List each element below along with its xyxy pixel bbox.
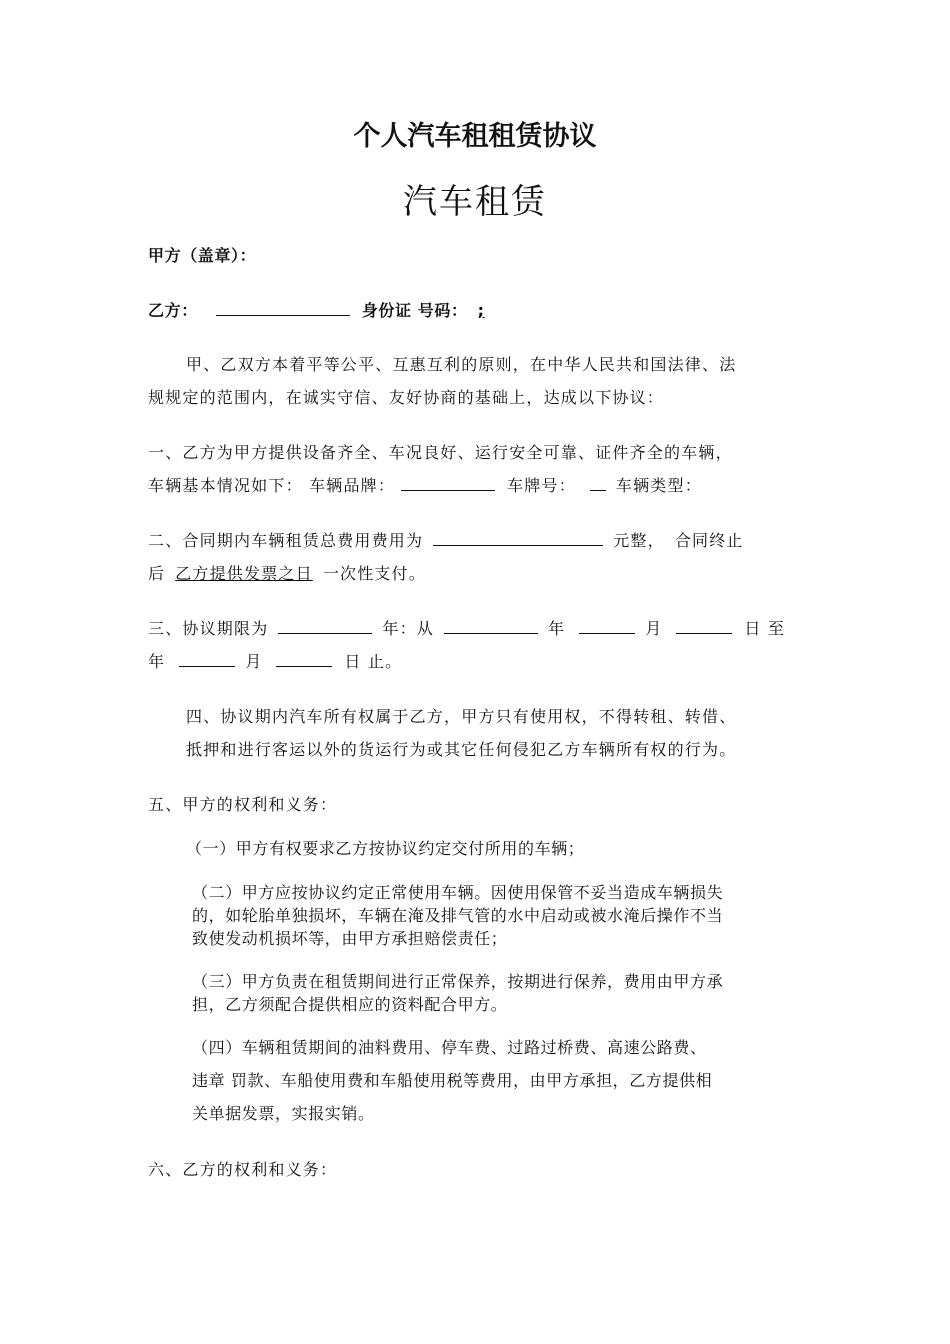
to-label: 日 至	[744, 619, 786, 638]
party-b-label: 乙方：	[148, 301, 198, 320]
preamble-line-1: 甲、乙双方本着平等公平、互惠互利的原则，在中华人民共和国法律、法	[186, 355, 737, 374]
brand-label: 车辆基本情况如下： 车辆品牌：	[148, 476, 396, 495]
clause4-line-1: 四、协议期内汽车所有权属于乙方，甲方只有使用权，不得转租、转借、	[186, 707, 737, 726]
party-b-name-blank	[216, 314, 350, 316]
clause3-line-2	[148, 649, 402, 672]
end-month-label: 月	[245, 652, 263, 671]
preamble-line-2: 规规定的范围内，在诚实守信、友好协商的基础上，达成以下协议：	[148, 388, 665, 407]
start-year-blank	[444, 632, 538, 634]
party-b-line	[148, 298, 485, 321]
type-label: 车辆类型：	[615, 476, 702, 495]
brand-blank	[401, 489, 495, 491]
from-label: 年：从	[382, 619, 435, 638]
start-day-blank	[676, 632, 732, 634]
term-label: 三、协议期限为	[148, 619, 269, 638]
party-b-id-value: ;	[477, 301, 485, 320]
document-subtitle: 汽车租赁	[403, 182, 547, 222]
clause5-item-2-line-3: 致使发动机损坏等，由甲方承担赔偿责任；	[192, 929, 508, 948]
start-month-blank	[579, 632, 635, 634]
end-month-blank	[179, 665, 235, 667]
clause5-heading: 五、甲方的权利和义务：	[148, 795, 338, 814]
clause2-line-2	[148, 561, 426, 584]
plate-blank	[590, 489, 606, 491]
clause1-line-2	[148, 473, 702, 496]
clause5-item-1: （一）甲方有权要求乙方按协议约定交付所用的车辆；	[186, 839, 585, 858]
term-years-blank	[278, 632, 372, 634]
clause6-heading: 六、乙方的权利和义务：	[148, 1160, 338, 1179]
after-label: 后	[148, 564, 166, 583]
clause5-item-4-line-2: 违章 罚款、车船使用费和车船使用税等费用，由甲方承担，乙方提供相	[192, 1071, 713, 1090]
termination-label: 合同终止	[674, 531, 744, 550]
clause5-item-3-line-2: 担，乙方须配合提供相应的资料配合甲方。	[192, 995, 508, 1014]
invoice-date: 乙方提供发票之日	[175, 564, 313, 583]
party-a-label: 甲方（盖章）：	[148, 246, 257, 265]
start-month-label: 月	[645, 619, 663, 638]
clause5-item-4-line-1: （四）车辆租赁期间的油料费用、停车费、过路过桥费、高速公路费、	[192, 1038, 707, 1057]
clause5-item-4-line-3: 关单据发票，实报实销。	[192, 1104, 375, 1123]
total-fee-blank	[433, 544, 603, 546]
clause5-item-2-line-1: （二）甲方应按协议约定正常使用车辆。因使用保管不妥当造成车辆损失	[192, 883, 724, 902]
plate-label: 车牌号：	[507, 476, 576, 495]
yuan-label: 元整，	[613, 531, 665, 550]
clause1-line-1: 一、乙方为甲方提供设备齐全、车况良好、运行安全可靠、证件齐全的车辆，	[148, 443, 733, 462]
clause4-line-2: 抵押和进行客运以外的货运行为或其它任何侵犯乙方车辆所有权的行为。	[186, 740, 737, 759]
clause2-line-1	[148, 528, 744, 551]
party-b-id-label: 身份证 号码：	[361, 301, 468, 320]
clause3-line-1	[148, 616, 785, 639]
end-year-label: 年	[148, 652, 166, 671]
payment-label: 一次性支付。	[322, 564, 427, 583]
start-year-label: 年	[548, 619, 566, 638]
clause5-item-3-line-1: （三）甲方负责在租赁期间进行正常保养，按期进行保养，费用由甲方承	[192, 972, 724, 991]
end-label: 日 止。	[344, 652, 403, 671]
end-day-blank	[276, 665, 332, 667]
clause5-item-2-line-2: 的，如轮胎单独损坏，车辆在淹及排气管的水中启动或被水淹后操作不当	[192, 906, 724, 925]
total-fee-label: 二、合同期内车辆租赁总费用费用为	[148, 531, 424, 550]
document-title: 个人汽车租租赁协议	[353, 121, 597, 152]
